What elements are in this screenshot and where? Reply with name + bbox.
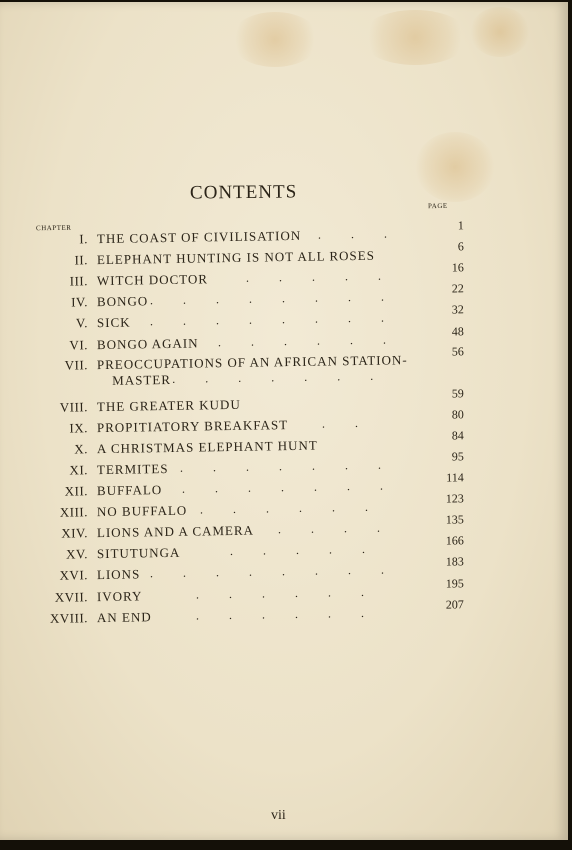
leader-dots: . . . . . . . (172, 368, 374, 386)
page-number: 207 (445, 597, 464, 612)
leader-dots: . . . . . . (217, 332, 387, 350)
leader-dots: . . . . . . . . (149, 562, 385, 581)
leader-dots: . . . . . . (195, 605, 365, 623)
page-column-label: PAGE (427, 201, 448, 211)
page-number: 56 (451, 344, 464, 359)
page-folio: vii (271, 808, 286, 823)
page-number: 1 (457, 218, 464, 233)
page-number: 48 (451, 324, 464, 339)
leader-dots: . . . . . (229, 541, 366, 559)
page-stain (415, 132, 495, 202)
chapter-number: XVII. (54, 589, 89, 605)
chapter-title: ELEPHANT HUNTING IS NOT ALL ROSES (96, 247, 376, 268)
leader-dots: . . . . . (245, 268, 382, 285)
chapter-number: X. (74, 441, 89, 457)
chapter-number: XIII. (59, 504, 89, 520)
page-number: 183 (445, 554, 464, 569)
chapter-number: VI. (69, 337, 89, 353)
page-stain (360, 10, 470, 65)
chapter-number: I. (79, 231, 89, 247)
chapter-title: THE GREATER KUDU (96, 396, 241, 415)
page-number: 95 (451, 449, 464, 464)
book-page (0, 2, 568, 840)
leader-dots: . . . . . . (199, 499, 369, 517)
chapter-title: SITUTUNGA (96, 544, 181, 562)
chapter-number: XIV. (61, 525, 89, 541)
chapter-title: BONGO AGAIN (96, 335, 199, 353)
contents-title: CONTENTS (189, 181, 298, 204)
chapter-number: III. (69, 273, 89, 289)
chapter-number: IV. (71, 294, 89, 310)
chapter-number: XVIII. (49, 610, 89, 626)
page-number: 32 (451, 302, 464, 317)
chapter-title: AN END (96, 609, 152, 626)
page-number: 114 (446, 470, 464, 485)
leader-dots: . . . (317, 226, 388, 242)
chapter-number: VIII. (59, 399, 89, 415)
chapter-number: XVI. (59, 567, 89, 583)
chapter-title: THE COAST OF CIVILISATION (96, 227, 302, 247)
chapter-number: XV. (65, 546, 89, 562)
page-number: 195 (445, 576, 464, 591)
chapter-title: TERMITES (96, 460, 169, 478)
chapter-number: IX. (69, 420, 89, 436)
chapter-title-continued: MASTER (112, 371, 172, 388)
chapter-title: PREOCCUPATIONS OF AN AFRICAN STATION- (96, 352, 408, 373)
chapter-number: XI. (69, 462, 89, 478)
leader-dots: . . . . . . . . (149, 289, 385, 308)
chapter-title: PROPITIATORY BREAKFAST (96, 417, 289, 436)
chapter-title: WITCH DOCTOR (96, 271, 209, 289)
page-number: 84 (451, 428, 464, 443)
leader-dots: . . (321, 416, 359, 431)
page-stain (470, 7, 530, 57)
chapter-title: LIONS AND A CAMERA (96, 522, 255, 541)
chapter-title: SICK (96, 314, 131, 331)
chapter-title: LIONS (96, 566, 141, 583)
chapter-title: NO BUFFALO (96, 502, 188, 520)
chapter-column-label: CHAPTER (35, 223, 72, 233)
leader-dots: . . . . . . . . (149, 310, 385, 329)
chapter-number: XII. (64, 483, 89, 499)
page-number: 16 (451, 260, 464, 275)
leader-dots: . . . . . . . (181, 478, 384, 496)
chapter-title: BUFFALO (96, 482, 163, 499)
page-number: 22 (451, 281, 464, 296)
chapter-title: BONGO (96, 293, 149, 310)
chapter-number: VII. (64, 357, 89, 373)
page-number: 123 (445, 491, 464, 506)
chapter-title: A CHRISTMAS ELEPHANT HUNT (96, 437, 318, 457)
leader-dots: . . . . . . (195, 584, 365, 602)
page-number: 59 (451, 386, 464, 401)
leader-dots: . . . . . . . (179, 457, 382, 475)
page-number: 80 (451, 407, 464, 422)
chapter-number: V. (75, 315, 89, 331)
page-number: 135 (445, 512, 464, 527)
page-number: 166 (445, 533, 464, 548)
page-stain (230, 12, 320, 67)
chapter-number: II. (74, 252, 89, 268)
leader-dots: . . . . (277, 520, 381, 537)
chapter-title: IVORY (96, 588, 143, 605)
page-number: 6 (457, 239, 464, 254)
